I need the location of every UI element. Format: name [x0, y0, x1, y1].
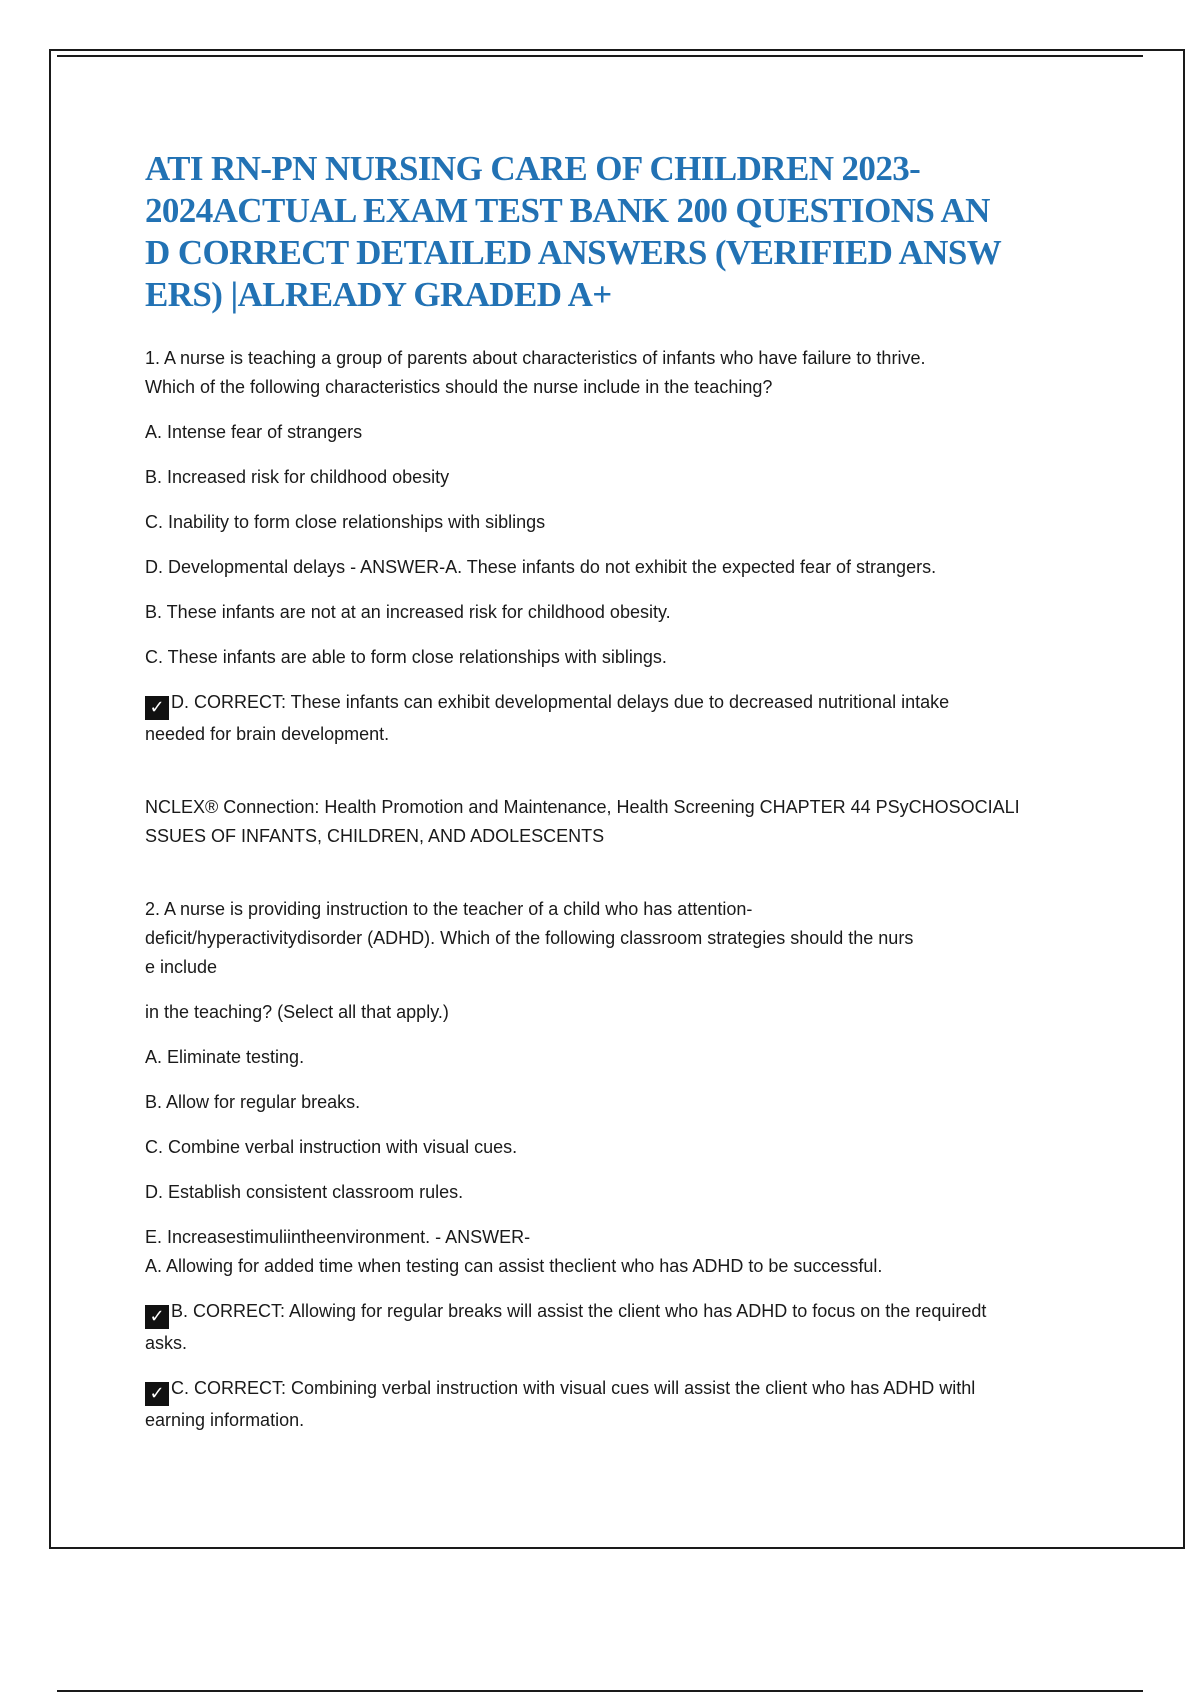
question-2-stem: 2. A nurse is providing instruction to the teacher of a child who has attention- deficit/hyperactivitydisorder (ADHD). Which of the following classroom strategies should the nurs e include — [145, 899, 914, 977]
top-rule — [57, 55, 1143, 57]
document-body — [145, 148, 1085, 1451]
q1-nclex-connection: NCLEX® Connection: Health Promotion and Maintenance, Health Screening CHAPTER 44 PSyCHOSOCIALI SSUES OF INFANTS, CHILDREN, AND ADOLESCENTS — [145, 797, 1020, 846]
q2-option-a: A. Eliminate testing. — [145, 1047, 305, 1067]
q2-correct-c: ✓ C. CORRECT: Combining verbal instruction with visual cues will assist the client who has ADHD withl earning information. — [145, 1378, 976, 1430]
question-1-stem: 1. A nurse is teaching a group of parents about characteristics of infants who have failure to thrive. Which of the following characteristics should the nurse include in the teaching? — [145, 348, 926, 397]
q2-option-e-answer: E. Increasestimuliintheenvironment. - ANSWER- A. Allowing for added time when testing can assist theclient who has ADHD to be successful. — [145, 1227, 883, 1276]
q2-option-c: C. Combine verbal instruction with visual cues. — [145, 1137, 518, 1157]
q1-option-c: C. Inability to form close relationships with siblings — [145, 512, 546, 532]
title-line: ERS) |ALREADY GRADED A+ — [145, 275, 612, 314]
q2-option-b: B. Allow for regular breaks. — [145, 1092, 361, 1112]
document-title — [145, 148, 1085, 316]
q2-correct-b: ✓ B. CORRECT: Allowing for regular breaks will assist the client who has ADHD to focus on the requiredt asks. — [145, 1301, 987, 1353]
q1-correct-d: ✓ D. CORRECT: These infants can exhibit developmental delays due to decreased nutritional intake needed for brain development. — [145, 692, 950, 744]
question-2-stem-cont: in the teaching? (Select all that apply.) — [145, 1002, 449, 1022]
bottom-rule — [57, 1690, 1143, 1692]
q2-option-d: D. Establish consistent classroom rules. — [145, 1182, 464, 1202]
checkmark-box-icon: ✓ — [145, 696, 169, 720]
q1-option-a: A. Intense fear of strangers — [145, 422, 363, 442]
q1-option-b: B. Increased risk for childhood obesity — [145, 467, 450, 487]
title-line: D CORRECT DETAILED ANSWERS (VERIFIED ANSW — [145, 233, 1002, 272]
checkmark-box-icon: ✓ — [145, 1382, 169, 1406]
checkmark-box-icon: ✓ — [145, 1305, 169, 1329]
q1-option-d-answer: D. Developmental delays - ANSWER-A. These infants do not exhibit the expected fear of strangers. — [145, 557, 937, 577]
q1-rationale-b: B. These infants are not at an increased risk for childhood obesity. — [145, 602, 671, 622]
title-line: 2024ACTUAL EXAM TEST BANK 200 QUESTIONS AN — [145, 191, 990, 230]
q1-rationale-c: C. These infants are able to form close relationships with siblings. — [145, 647, 667, 667]
title-line: ATI RN-PN NURSING CARE OF CHILDREN 2023- — [145, 149, 921, 188]
